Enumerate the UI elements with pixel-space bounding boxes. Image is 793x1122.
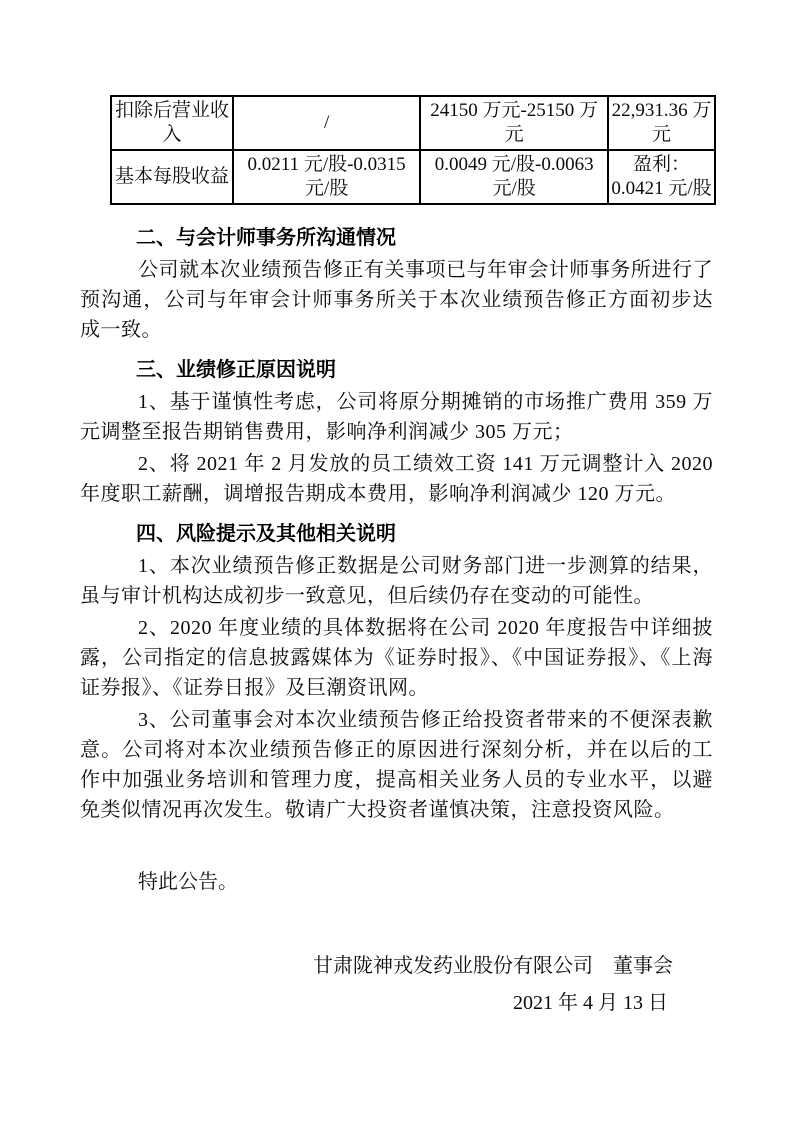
value-cell-previous-forecast: / <box>233 96 420 150</box>
section-heading-correction-reasons: 三、业绩修正原因说明 <box>136 359 336 381</box>
section-heading-risk-notice: 四、风险提示及其他相关说明 <box>136 523 396 545</box>
row-label-cell: 扣除后营业收入 <box>111 96 233 150</box>
signature-block <box>80 949 713 1020</box>
paragraph-accountant-communication: 公司就本次业绩预告修正有关事项已与年审会计师事务所进行了预沟通，公司与年审会计师事务所关于本次业绩预告修正方面初步达成一致。 <box>80 259 713 341</box>
value-cell-prior-year: 22,931.36 万元 <box>608 96 715 150</box>
value-cell-prior-year: 盈利：0.0421 元/股 <box>608 150 715 204</box>
paragraph-risk-2: 2、2020 年度业绩的具体数据将在公司 2020 年度报告中详细披露，公司指定的信息披露媒体为《证券时报》、《中国证券报》、《上海证券报》、《证券日报》及巨潮资讯网。 <box>80 617 713 699</box>
paragraph-risk-1: 1、本次业绩预告修正数据是公司财务部门进一步测算的结果，虽与审计机构达成初步一致意见，但后续仍存在变动的可能性。 <box>80 555 713 607</box>
value-cell-revised-forecast: 24150 万元-25150 万元 <box>420 96 608 150</box>
table-row-basic-eps <box>111 150 715 204</box>
paragraph-reason-2: 2、将 2021 年 2 月发放的员工绩效工资 141 万元调整计入 2020 年度职工薪酬，调增报告期成本费用，影响净利润减少 120 万元。 <box>80 453 713 505</box>
value-cell-previous-forecast: 0.0211 元/股-0.0315 元/股 <box>233 150 420 204</box>
paragraph-risk-3: 3、公司董事会对本次业绩预告修正给投资者带来的不便深表歉意。公司将对本次业绩预告修正的原因进行深刻分析，并在以后的工作中加强业务培训和管理力度，提高相关业务人员的专业水平，以避免类似情况再次发生。敬请广大投资者谨慎决策，注意投资风险。 <box>80 709 713 821</box>
signature-date: 2021 年 4 月 13 日 <box>513 992 668 1014</box>
paragraph-reason-1: 1、基于谨慎性考虑，公司将原分期摊销的市场推广费用 359 万元调整至报告期销售费用，影响净利润减少 305 万元； <box>80 391 713 443</box>
table-row-net-revenue-after-deduction <box>111 96 715 150</box>
signature-company: 甘肃陇神戎发药业股份有限公司 董事会 <box>313 955 673 977</box>
value-cell-revised-forecast: 0.0049 元/股-0.0063 元/股 <box>420 150 608 204</box>
section-heading-accountant-communication: 二、与会计师事务所沟通情况 <box>136 227 396 249</box>
closing-statement: 特此公告。 <box>138 871 238 893</box>
row-label-cell: 基本每股收益 <box>111 150 233 204</box>
financial-comparison-table <box>110 95 716 205</box>
